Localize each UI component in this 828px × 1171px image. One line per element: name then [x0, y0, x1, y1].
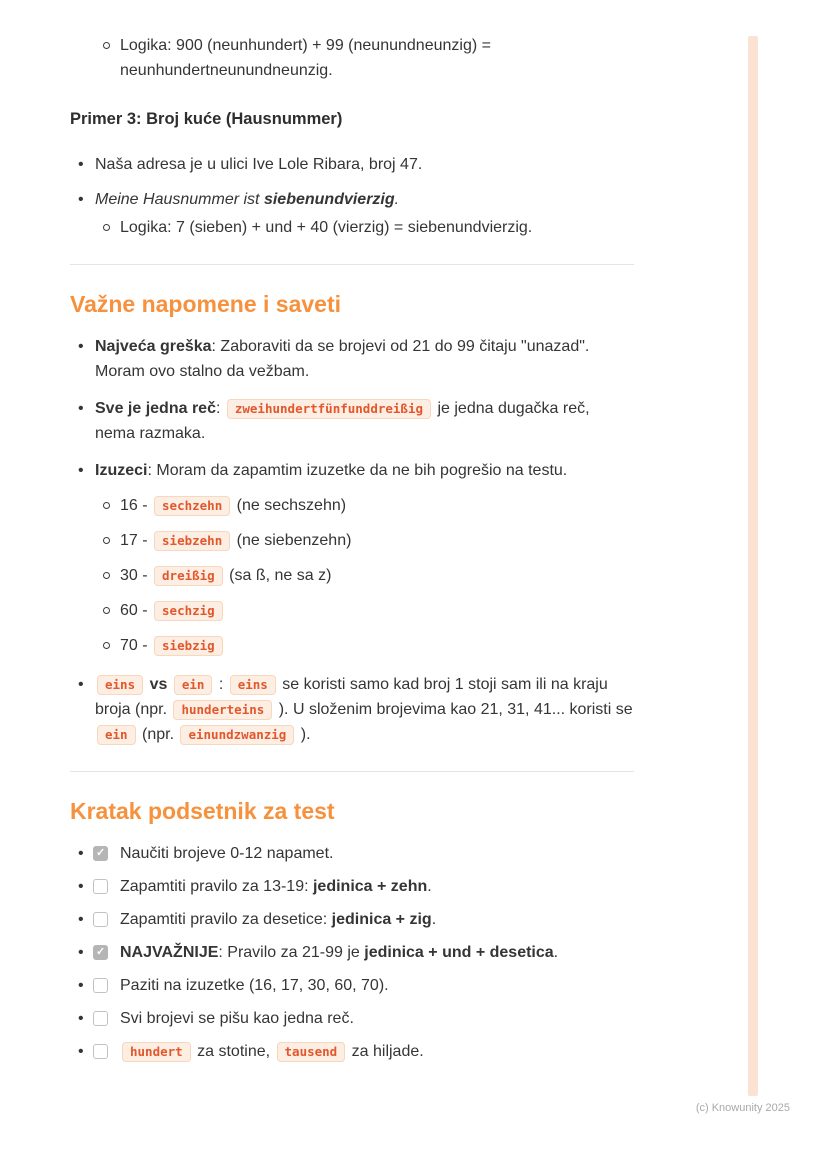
inline-code-ein: ein	[97, 725, 136, 745]
list-item-jedna-rec	[70, 396, 634, 446]
inline-code-dreissig: dreißig	[154, 566, 223, 586]
inline-code-einundzwanzig: einundzwanzig	[180, 725, 294, 745]
adresa-text: Naša adresa je u ulici Ive Lole Ribara, broj 47.	[95, 156, 423, 173]
divider	[70, 771, 634, 772]
footer-copyright: (c) Knowunity 2025	[695, 1102, 790, 1114]
logika-900-text: Logika: 900 (neunhundert) + 99 (neunundneunzig) = neunhundertneunundneunzig.	[120, 37, 491, 79]
checklist-text: : Pravilo za 21-99 je	[218, 944, 365, 961]
checklist-text: Naučiti brojeve 0-12 napamet.	[120, 845, 334, 862]
inline-code-hunderteins: hunderteins	[173, 700, 272, 720]
checklist-item-brojevi-0-12	[70, 841, 634, 866]
greska-bold-text: Najveća greška	[95, 338, 212, 355]
checklist-bold-text: jedinica + und + desetica	[364, 944, 554, 961]
inline-code-siebzehn: siebzehn	[154, 531, 230, 551]
vs-text: vs	[149, 676, 168, 693]
inline-code-sechzig: sechzig	[154, 601, 223, 621]
section-heading-vazne-napomene: Važne napomene i saveti	[70, 291, 342, 317]
inline-code-zweihundert: zweihundertfünfunddreißig	[227, 399, 431, 419]
list-item-logika-900	[70, 33, 634, 83]
checklist-item-jedna-rec	[70, 1006, 634, 1031]
exception-note: (sa ß, ne sa z)	[224, 567, 332, 584]
exception-number: 30 -	[120, 567, 153, 584]
checkbox[interactable]	[93, 1044, 108, 1059]
jedna-rec-bold-text: Sve je jedna reč	[95, 400, 216, 417]
checklist-text-post: .	[427, 878, 432, 895]
primer3-heading: Primer 3: Broj kuće (Hausnummer)	[70, 110, 343, 128]
checklist-bold-text: jedinica + zig	[331, 911, 432, 928]
exception-number: 60 -	[120, 602, 153, 619]
inline-code-ein: ein	[174, 675, 213, 695]
hausnummer-text: Meine Hausnummer ist	[95, 191, 264, 208]
checklist-text-post: .	[431, 911, 437, 928]
checklist-text: Zapamtiti pravilo za desetice:	[120, 911, 332, 928]
jedna-rec-text: je jedna dugačka reč, nema razmaka.	[95, 400, 590, 442]
greska-text: : Zaboraviti da se brojevi od 21 do 99 čitaju "unazad". Moram ovo stalno da vežbam.	[95, 338, 590, 380]
checklist-text-post: .	[553, 944, 559, 961]
eins-text-3: (npr.	[137, 726, 179, 743]
document-content	[70, 0, 634, 1064]
checklist-item-najvaznije	[70, 940, 634, 965]
eins-text-4: ).	[296, 726, 311, 743]
inline-code-eins: eins	[230, 675, 276, 695]
list-item-exception-70	[70, 633, 634, 658]
checklist-text: za stotine,	[192, 1043, 275, 1060]
list-item-eins-vs-ein	[70, 672, 634, 747]
logika-7-text: Logika: 7 (sieben) + und + 40 (vierzig) = siebenundvierzig.	[120, 219, 533, 236]
checklist-text: Svi brojevi se pišu kao jedna reč.	[120, 1010, 354, 1027]
checkbox[interactable]	[93, 879, 108, 894]
section-heading-podsetnik: Kratak podsetnik za test	[70, 798, 335, 824]
checklist-bold-text: NAJVAŽNIJE	[120, 944, 219, 961]
list-item-adresa	[70, 152, 634, 177]
inline-code-eins: eins	[97, 675, 143, 695]
eins-colon: :	[214, 676, 228, 693]
exception-number: 70 -	[120, 637, 153, 654]
side-accent-strip	[748, 36, 758, 1096]
eins-text-2: ). U složenim brojevima kao 21, 31, 41... koristi se	[274, 701, 633, 718]
divider	[70, 264, 634, 265]
exception-note: (ne siebenzehn)	[232, 532, 352, 549]
checklist-text: Zapamtiti pravilo za 13-19:	[120, 878, 313, 895]
list-item-logika-7	[70, 215, 634, 240]
list-item-exception-60	[70, 598, 634, 623]
checklist-item-izuzeci	[70, 973, 634, 998]
list-item-exception-16	[70, 493, 634, 518]
checkbox[interactable]	[93, 945, 108, 960]
hausnummer-period: .	[394, 191, 400, 208]
checklist-text: Paziti na izuzetke (16, 17, 30, 60, 70).	[120, 977, 389, 994]
checklist-text-post: za hiljade.	[347, 1043, 424, 1060]
inline-code-sechzehn: sechzehn	[154, 496, 230, 516]
exception-number: 16 -	[120, 497, 153, 514]
checkbox[interactable]	[93, 978, 108, 993]
checkbox[interactable]	[93, 912, 108, 927]
checklist-bold-text: jedinica + zehn	[312, 878, 428, 895]
eins-text-1: se koristi samo kad broj 1 stoji sam ili na kraju broja (npr.	[95, 676, 608, 718]
list-item-exception-30	[70, 563, 634, 588]
inline-code-siebzig: siebzig	[154, 636, 223, 656]
exception-number: 17 -	[120, 532, 153, 549]
inline-code-hundert: hundert	[122, 1042, 191, 1062]
exception-note: (ne sechszehn)	[232, 497, 347, 514]
checklist-item-pravilo-13-19	[70, 874, 634, 899]
inline-code-tausend: tausend	[277, 1042, 346, 1062]
checklist-item-hundert-tausend	[70, 1039, 634, 1064]
izuzeci-text: : Moram da zapamtim izuzetke da ne bih pogrešio na testu.	[147, 462, 568, 479]
jedna-rec-colon: :	[215, 400, 225, 417]
checklist-item-pravilo-desetice	[70, 907, 634, 932]
izuzeci-bold-text: Izuzeci	[95, 462, 148, 479]
list-item-izuzeci	[70, 458, 634, 483]
list-item-najveca-greska	[70, 334, 634, 384]
list-item-hausnummer	[70, 187, 634, 212]
checkbox[interactable]	[93, 846, 108, 861]
checkbox[interactable]	[93, 1011, 108, 1026]
hausnummer-bold-text: siebenundvierzig	[263, 191, 395, 208]
list-item-exception-17	[70, 528, 634, 553]
